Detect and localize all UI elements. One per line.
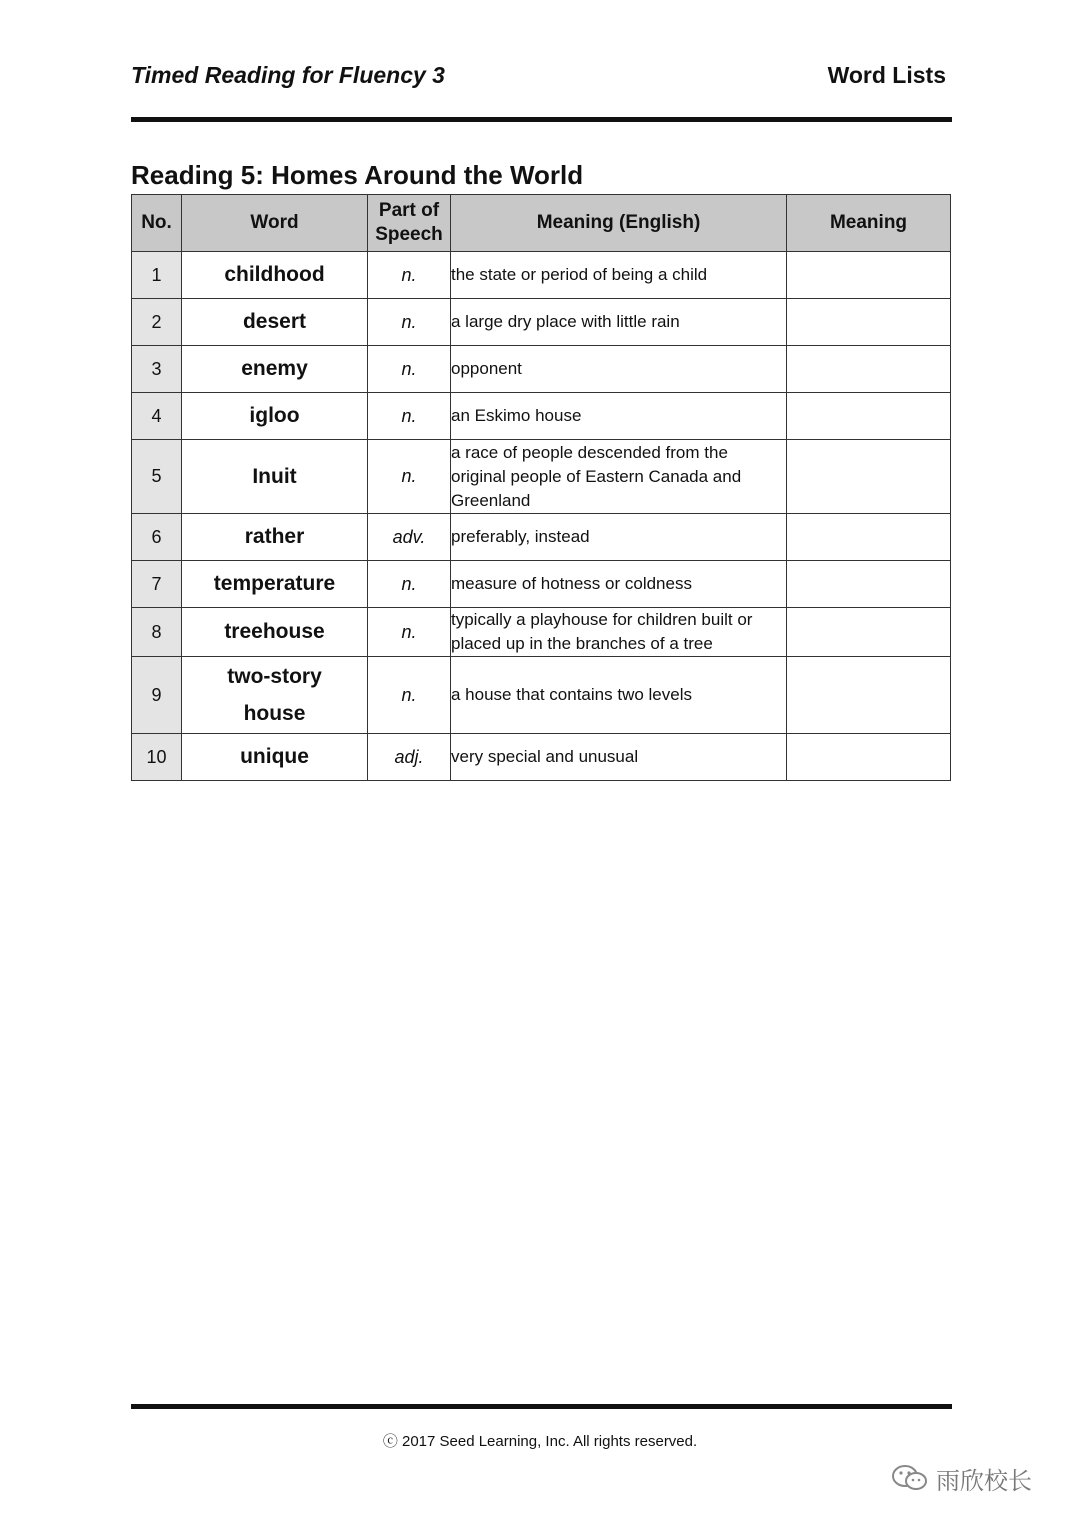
meaning-english: typically a playhouse for children built or placed up in the branches of a tree	[451, 608, 787, 657]
part-of-speech: n.	[368, 393, 451, 440]
part-of-speech: n.	[368, 252, 451, 299]
part-of-speech: n.	[368, 299, 451, 346]
vocab-word: Inuit	[182, 440, 368, 514]
column-header-no: No.	[132, 195, 182, 252]
footer-divider	[131, 1404, 952, 1409]
row-number: 10	[132, 734, 182, 781]
part-of-speech-label: Part of Speech	[375, 200, 443, 245]
meaning-english: preferably, instead	[451, 514, 787, 561]
copyright-notice: ⓒ 2017 Seed Learning, Inc. All rights reserved.	[382, 1433, 698, 1450]
vocab-word-text: two-story house	[227, 665, 322, 725]
vocab-word: childhood	[182, 252, 368, 299]
meaning-english: a large dry place with little rain	[451, 299, 787, 346]
table-row	[132, 734, 951, 781]
meaning-blank-cell	[787, 514, 951, 561]
vocab-word	[182, 657, 368, 734]
table-header-row	[132, 195, 951, 252]
table-row	[132, 514, 951, 561]
wechat-icon	[890, 1463, 930, 1493]
vocab-word: desert	[182, 299, 368, 346]
row-number: 1	[132, 252, 182, 299]
page-header	[131, 62, 946, 94]
vocab-word: temperature	[182, 561, 368, 608]
vocab-word: enemy	[182, 346, 368, 393]
book-title: Timed Reading for Fluency 3	[131, 62, 445, 88]
part-of-speech: n.	[368, 608, 451, 657]
part-of-speech: n.	[368, 440, 451, 514]
part-of-speech: n.	[368, 657, 451, 734]
table-row	[132, 440, 951, 514]
column-header-part-of-speech	[368, 195, 451, 252]
word-list-table	[131, 194, 951, 781]
reading-title: Reading 5: Homes Around the World	[131, 160, 584, 190]
meaning-blank-cell	[787, 657, 951, 734]
column-header-meaning: Meaning	[787, 195, 951, 252]
row-number: 8	[132, 608, 182, 657]
meaning-blank-cell	[787, 346, 951, 393]
watermark	[890, 1460, 1032, 1496]
row-number: 3	[132, 346, 182, 393]
part-of-speech: adv.	[368, 514, 451, 561]
table-row	[132, 299, 951, 346]
vocab-word: treehouse	[182, 608, 368, 657]
table-row	[132, 252, 951, 299]
header-divider	[131, 117, 952, 122]
meaning-blank-cell	[787, 734, 951, 781]
watermark-text: 雨欣校长	[936, 1467, 1032, 1495]
row-number: 4	[132, 393, 182, 440]
section-title: Word Lists	[827, 62, 946, 88]
vocab-word: unique	[182, 734, 368, 781]
meaning-english: a race of people descended from the original people of Eastern Canada and Greenland	[451, 440, 787, 514]
meaning-english: an Eskimo house	[451, 393, 787, 440]
table-row	[132, 657, 951, 734]
meaning-english: opponent	[451, 346, 787, 393]
part-of-speech: n.	[368, 561, 451, 608]
meaning-blank-cell	[787, 393, 951, 440]
row-number: 7	[132, 561, 182, 608]
meaning-blank-cell	[787, 440, 951, 514]
row-number: 6	[132, 514, 182, 561]
meaning-english: measure of hotness or coldness	[451, 561, 787, 608]
row-number: 9	[132, 657, 182, 734]
column-header-meaning-english: Meaning (English)	[451, 195, 787, 252]
table-row	[132, 346, 951, 393]
table-row	[132, 608, 951, 657]
table-row	[132, 561, 951, 608]
column-header-word: Word	[182, 195, 368, 252]
meaning-blank-cell	[787, 561, 951, 608]
meaning-english: the state or period of being a child	[451, 252, 787, 299]
vocab-word: rather	[182, 514, 368, 561]
row-number: 2	[132, 299, 182, 346]
part-of-speech: adj.	[368, 734, 451, 781]
meaning-blank-cell	[787, 299, 951, 346]
meaning-english: very special and unusual	[451, 734, 787, 781]
part-of-speech: n.	[368, 346, 451, 393]
row-number: 5	[132, 440, 182, 514]
meaning-blank-cell	[787, 252, 951, 299]
table-row	[132, 393, 951, 440]
vocab-word: igloo	[182, 393, 368, 440]
meaning-english: a house that contains two levels	[451, 657, 787, 734]
meaning-blank-cell	[787, 608, 951, 657]
